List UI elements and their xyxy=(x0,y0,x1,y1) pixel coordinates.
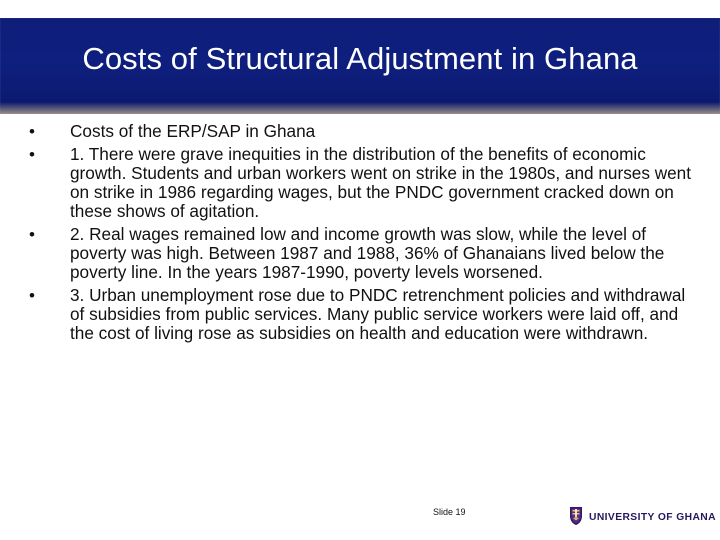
university-logo xyxy=(568,506,714,530)
bullet-marker: • xyxy=(29,122,35,141)
bullet-text: 1. There were grave inequities in the distribution of the benefits of economic growth. Students and urban workers went on strike in the 1980s, and nurses went on strike in 1986 regarding wages, but the PNDC government cracked down on these shows of agitation. xyxy=(70,144,692,221)
content-area xyxy=(0,122,720,452)
top-stripe xyxy=(0,0,720,18)
bullet-marker: • xyxy=(29,145,35,164)
bullet-text: Costs of the ERP/SAP in Ghana xyxy=(70,121,316,141)
bullet-marker: • xyxy=(29,225,35,244)
bullet-item xyxy=(29,224,695,282)
bullet-list xyxy=(0,122,720,343)
page-title: Costs of Structural Adjustment in Ghana xyxy=(82,41,638,76)
bullet-marker: • xyxy=(29,286,35,305)
bullet-text: 2. Real wages remained low and income growth was slow, while the level of poverty was high. Between 1987 and 1988, 36% of Ghanaians lived below the poverty line. In the years 1987-1990, poverty levels worsened. xyxy=(70,224,665,282)
bullet-item xyxy=(29,144,695,221)
bullet-text: 3. Urban unemployment rose due to PNDC retrenchment policies and withdrawal of subsidies from public services. Many public service workers were laid off, and the cost of living rose as subsidies on health and education were withdrawn. xyxy=(70,285,686,343)
logo-text: UNIVERSITY OF GHANA xyxy=(589,512,716,523)
bullet-item xyxy=(29,285,695,343)
bullet-item xyxy=(29,121,695,141)
slide-number: Slide 19 xyxy=(433,507,466,517)
title-bar xyxy=(0,18,720,114)
crest-icon xyxy=(568,506,584,526)
